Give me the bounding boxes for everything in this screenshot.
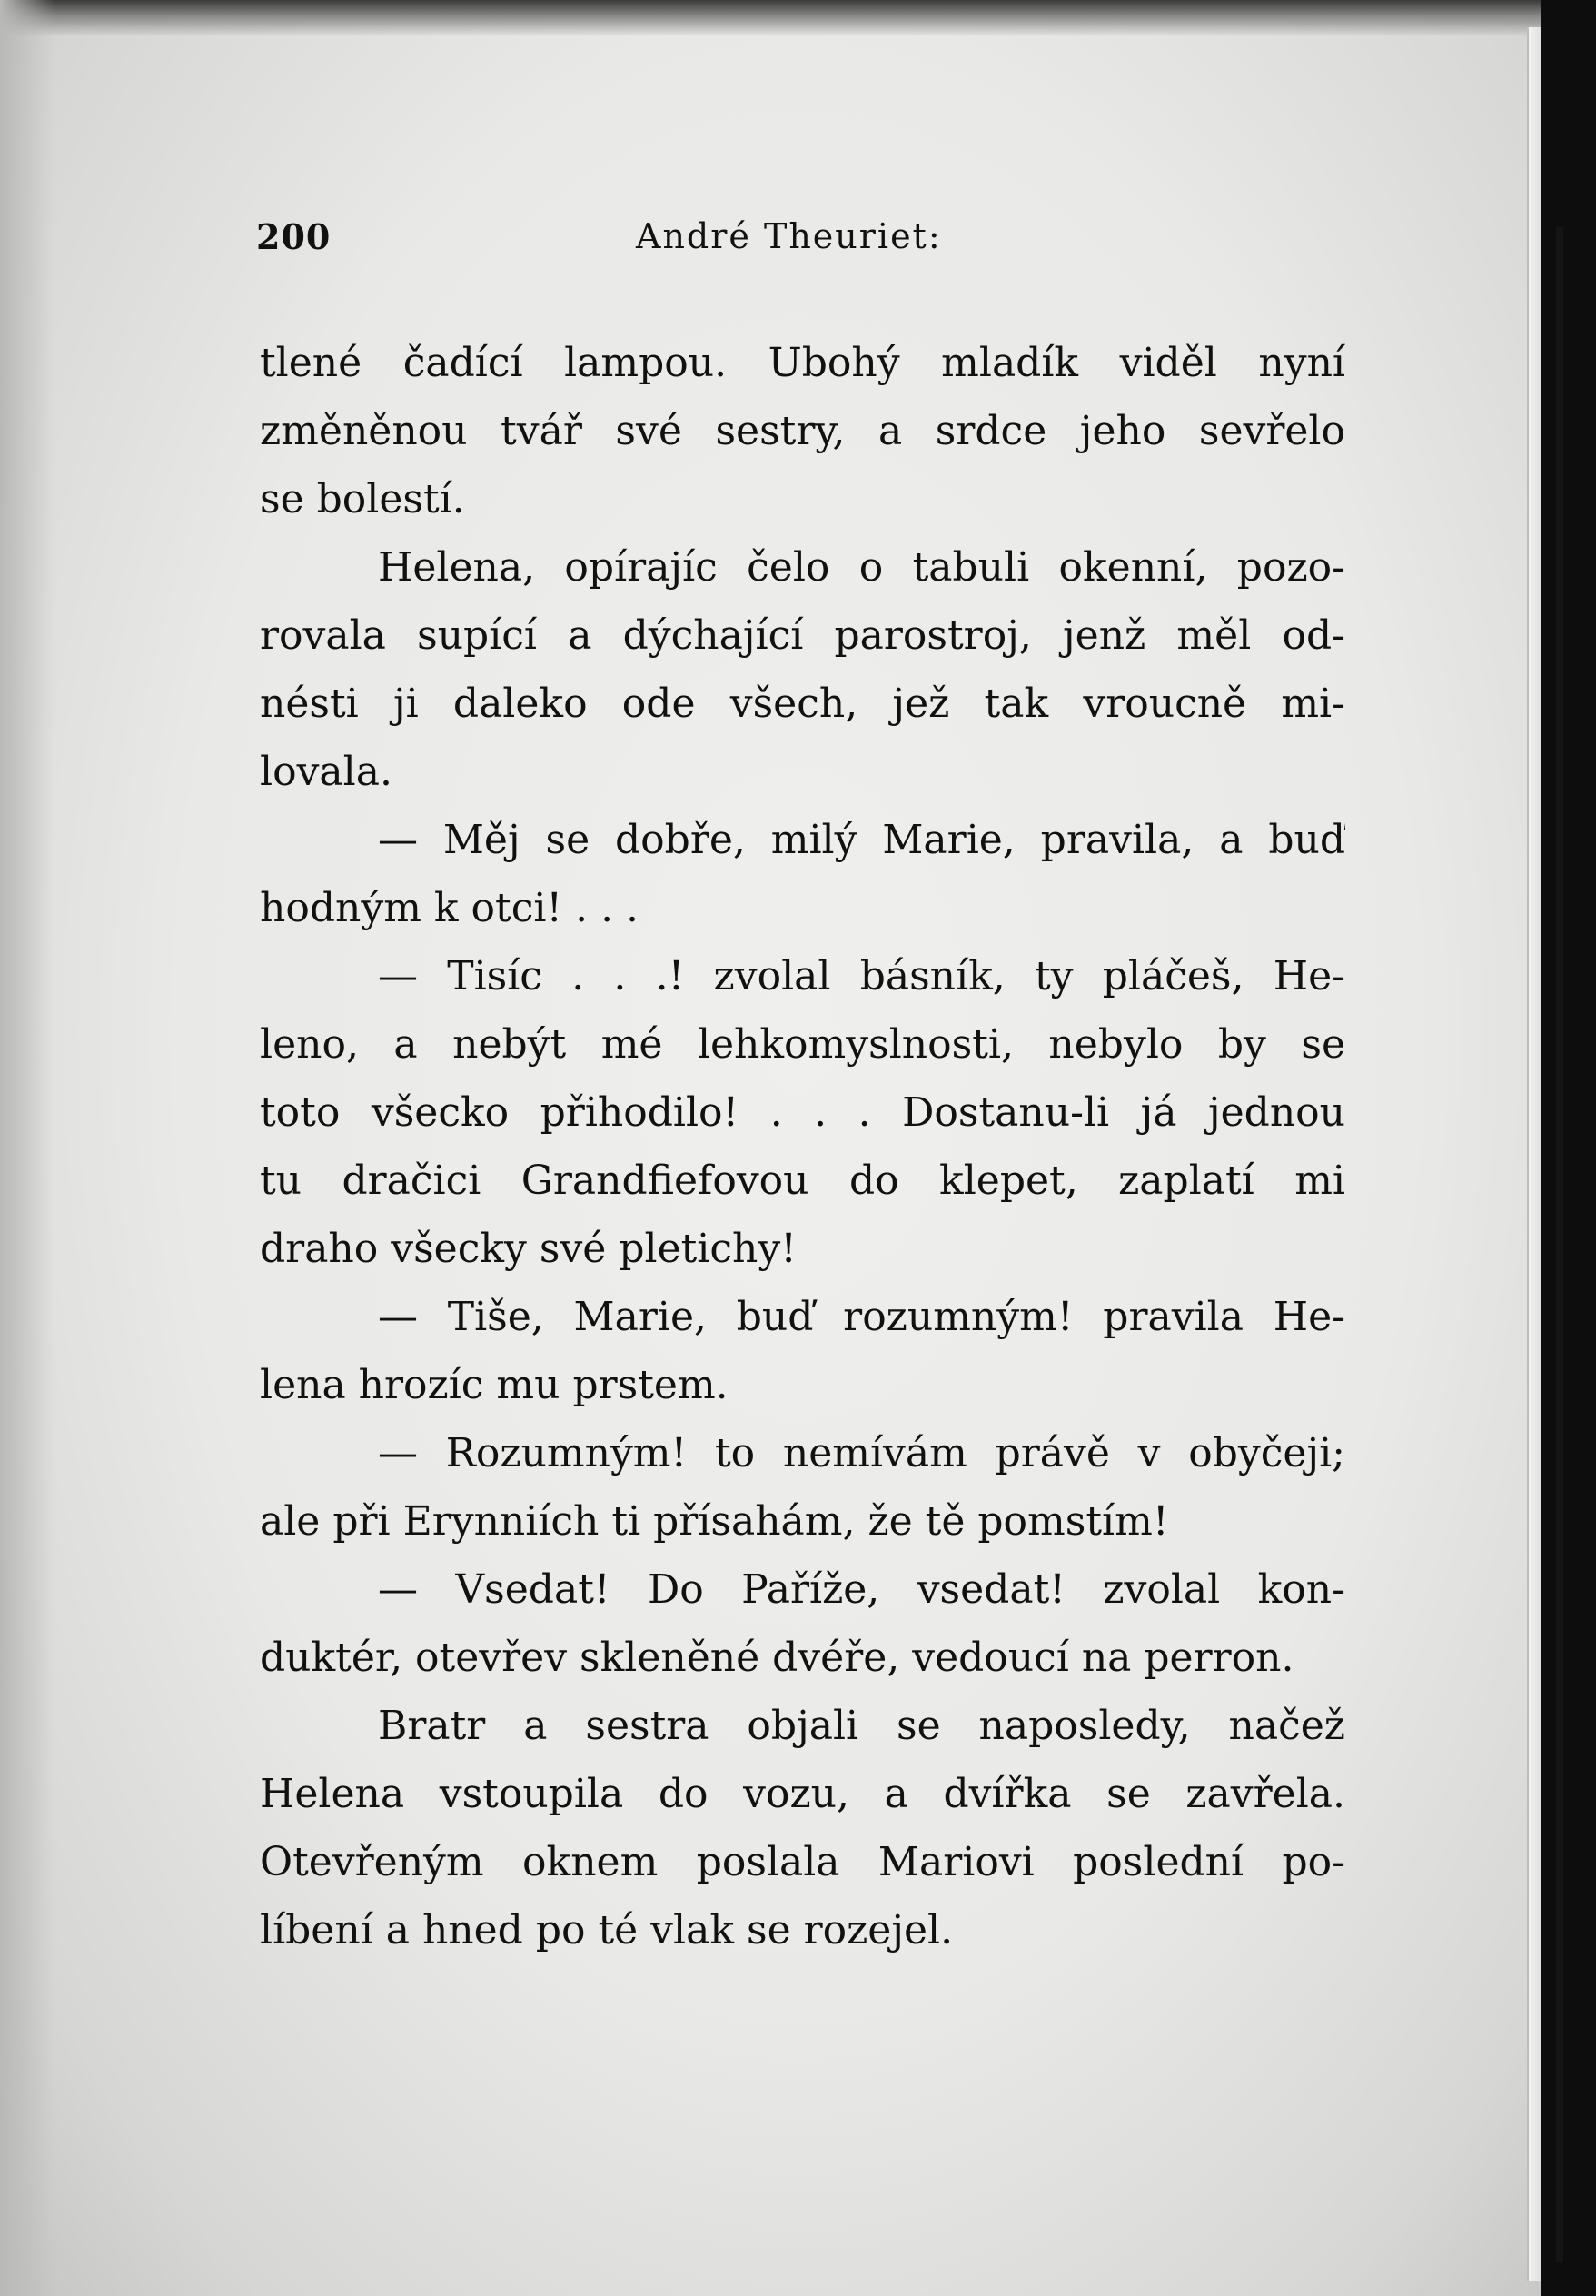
running-head: André Theuriet: xyxy=(636,216,942,256)
text-line: se bolestí. xyxy=(260,476,465,522)
text-line: — Rozumným! to nemívám právě v obyčeji; xyxy=(378,1430,1345,1476)
text-line: změněnou tvář své sestry, a srdce jeho sevřelo xyxy=(260,408,1345,454)
text-line: Otevřeným oknem poslala Mariovi poslední po- xyxy=(260,1839,1345,1885)
page-number: 200 xyxy=(256,216,332,257)
text-line: tlené čadící lampou. Ubohý mladík viděl nyní xyxy=(260,340,1345,386)
text-line: duktér, otevřev skleněné dvéře, vedoucí na perron. xyxy=(260,1635,1294,1681)
text-line: Helena, opírajíc čelo o tabuli okenní, pozo- xyxy=(378,544,1345,591)
text-line: — Tisíc . . .! zvolal básník, ty pláčeš, He- xyxy=(378,953,1345,999)
text-line: hodným k otci! . . . xyxy=(260,885,639,931)
text-line: — Tiše, Marie, buď rozumným! pravila He- xyxy=(378,1294,1345,1340)
text-line: rovala supící a dýchající parostroj, jenž měl od- xyxy=(260,612,1345,659)
text-line: líbení a hned po té vlak se rozejel. xyxy=(260,1907,954,1953)
text-line: — Měj se dobře, milý Marie, pravila, a buď xyxy=(378,817,1345,863)
text-line: nésti ji daleko ode všech, jež tak vroucně mi- xyxy=(260,681,1345,727)
text-line: toto všecko přihodilo! . . . Dostanu-li já jednou xyxy=(260,1089,1345,1136)
text-line: — Vsedat! Do Paříže, vsedat! zvolal kon- xyxy=(378,1566,1345,1613)
body-text xyxy=(260,329,1345,1964)
text-line: Bratr a sestra objali se naposledy, načež xyxy=(378,1703,1345,1749)
text-line: Helena vstoupila do vozu, a dvířka se zavřela. xyxy=(260,1771,1345,1817)
text-line: ale při Erynniích ti přísahám, že tě pomstím! xyxy=(260,1498,1169,1545)
text-line: draho všecky své pletichy! xyxy=(260,1226,797,1272)
text-line: lovala. xyxy=(260,749,392,795)
text-line: tu dračici Grandfiefovou do klepet, zaplatí mi xyxy=(260,1158,1345,1204)
text-line: leno, a nebýt mé lehkomyslnosti, nebylo by se xyxy=(260,1021,1345,1068)
text-line: lena hrozíc mu prstem. xyxy=(260,1362,729,1408)
